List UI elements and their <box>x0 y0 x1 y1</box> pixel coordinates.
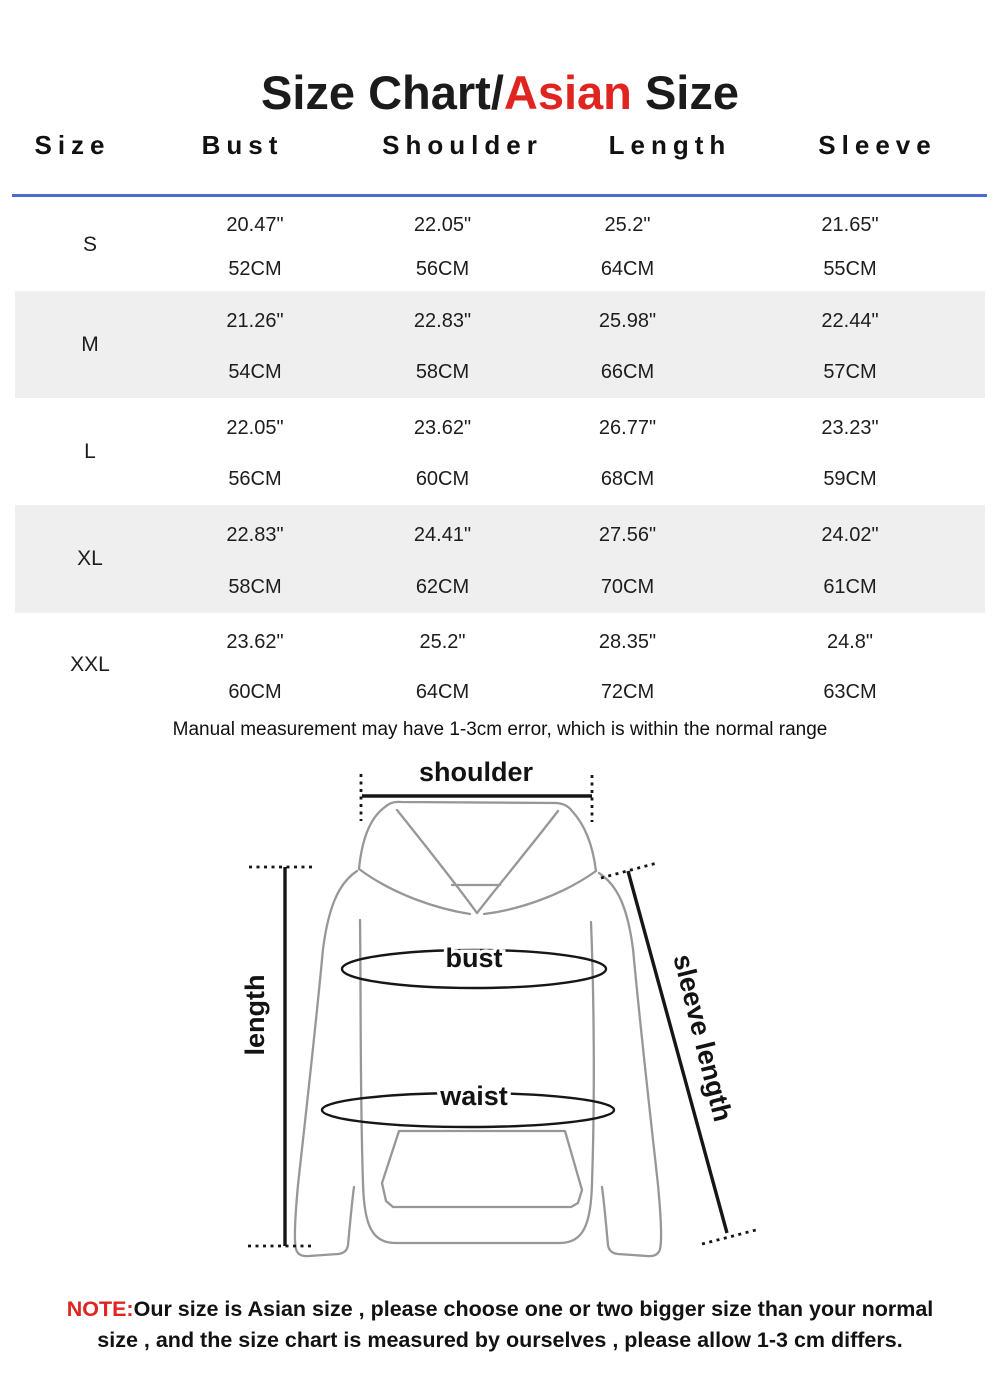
cm-value: 72CM <box>600 680 655 703</box>
header-length: Length <box>608 130 732 160</box>
measure-cell <box>330 198 555 291</box>
measure-cell <box>700 398 1000 505</box>
table-row-s <box>0 198 1000 291</box>
measure-cell <box>700 613 1000 717</box>
header-size: Size <box>34 130 111 160</box>
cm-value: 61CM <box>823 575 877 598</box>
measure-cell <box>330 613 555 717</box>
cm-value: 58CM <box>415 361 470 383</box>
inch-value: 22.83" <box>226 524 284 547</box>
measure-cell <box>180 198 330 291</box>
page-title <box>0 65 1000 121</box>
inch-value: 24.8" <box>826 631 874 654</box>
measure-cell <box>180 505 330 613</box>
table-header-row <box>0 130 1000 161</box>
inch-value: 22.05" <box>226 417 284 439</box>
inch-value: 25.98" <box>598 310 657 332</box>
bust-label: bust <box>445 943 503 973</box>
inch-value: 22.05" <box>413 213 472 236</box>
cm-value: 64CM <box>600 257 655 280</box>
measure-cell <box>700 198 1000 291</box>
cm-value: 63CM <box>823 680 877 703</box>
cm-value: 54CM <box>228 361 282 383</box>
inch-value: 24.02" <box>821 524 879 547</box>
cm-value: 66CM <box>600 361 655 383</box>
cm-value: 62CM <box>415 575 470 598</box>
header-divider <box>12 194 987 197</box>
size-label: M <box>81 332 99 356</box>
inch-value: 24.41" <box>413 524 472 547</box>
measure-cell <box>700 505 1000 613</box>
inch-value: 21.26" <box>226 310 284 332</box>
measure-cell <box>555 613 700 717</box>
inch-value: 23.62" <box>226 631 284 654</box>
measurement-marks <box>248 774 756 1246</box>
inch-value: 25.2" <box>419 631 466 654</box>
table-row-m <box>0 291 1000 398</box>
size-label: XXL <box>70 653 110 676</box>
shoulder-label: shoulder <box>418 757 534 787</box>
title-part2: Size <box>631 66 739 120</box>
inch-value: 28.35" <box>598 631 657 654</box>
inch-value: 21.65" <box>821 213 879 236</box>
inch-value: 25.2" <box>604 213 651 236</box>
measure-cell <box>330 291 555 398</box>
note-line2: size , and the size chart is measured by ourselves , please allow 1-3 cm differs. <box>97 1328 903 1352</box>
sleeve-length-label: sleeve length <box>667 951 738 1125</box>
cm-value: 60CM <box>228 680 282 703</box>
inch-value: 20.47" <box>226 213 284 236</box>
cm-value: 56CM <box>228 468 282 490</box>
bottom-note <box>0 1294 1000 1356</box>
measure-cell <box>555 291 700 398</box>
table-row-xxl <box>0 613 1000 717</box>
size-label: S <box>82 232 97 256</box>
title-accent: Asian <box>503 66 632 120</box>
header-sleeve: Sleeve <box>818 130 937 160</box>
hoodie-outline <box>295 802 661 1256</box>
header-shoulder: Shoulder <box>382 130 543 160</box>
measurement-tolerance-note: Manual measurement may have 1-3cm error, which is within the normal range <box>172 719 828 740</box>
table-row-xl <box>0 505 1000 613</box>
measure-cell <box>180 291 330 398</box>
inch-value: 23.23" <box>821 417 879 439</box>
measure-cell <box>330 505 555 613</box>
cm-value: 68CM <box>600 468 655 490</box>
inch-value: 23.62" <box>413 417 472 439</box>
size-label: XL <box>77 547 103 570</box>
cm-value: 60CM <box>415 468 470 490</box>
cm-value: 64CM <box>415 680 470 703</box>
measure-cell <box>555 505 700 613</box>
measure-cell <box>555 398 700 505</box>
cm-value: 52CM <box>228 257 282 280</box>
title-part1: Size Chart/ <box>260 66 504 120</box>
cm-value: 57CM <box>823 361 877 383</box>
length-label: length <box>240 974 270 1056</box>
table-row-l <box>0 398 1000 505</box>
cm-value: 55CM <box>823 257 877 280</box>
header-bust: Bust <box>201 130 284 160</box>
hoodie-measurement-diagram <box>0 735 1000 1305</box>
size-table <box>0 198 1000 717</box>
measure-cell <box>700 291 1000 398</box>
cm-value: 59CM <box>823 468 877 490</box>
cm-value: 56CM <box>415 257 470 280</box>
measure-cell <box>330 398 555 505</box>
measure-cell <box>180 613 330 717</box>
inch-value: 27.56" <box>598 524 657 547</box>
measure-cell <box>555 198 700 291</box>
cm-value: 70CM <box>600 575 655 598</box>
note-line1: Our size is Asian size , please choose one or two bigger size than your normal <box>133 1297 934 1321</box>
measure-cell <box>180 398 330 505</box>
waist-label: waist <box>440 1081 508 1111</box>
inch-value: 26.77" <box>598 417 657 439</box>
cm-value: 58CM <box>228 575 282 598</box>
inch-value: 22.83" <box>413 310 472 332</box>
inch-value: 22.44" <box>821 310 879 332</box>
note-prefix: NOTE: <box>66 1297 134 1321</box>
size-label: L <box>84 439 96 463</box>
